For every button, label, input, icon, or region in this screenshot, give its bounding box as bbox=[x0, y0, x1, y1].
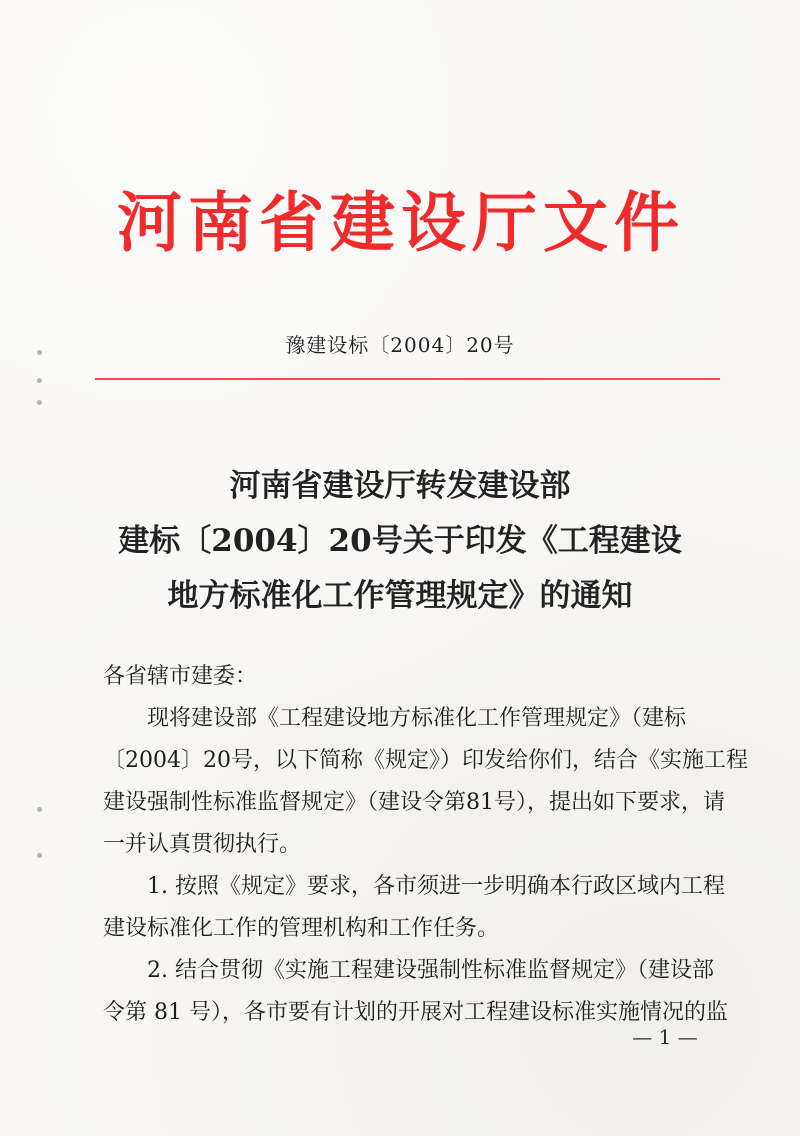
notice-title-line: 地方标准化工作管理规定》的通知 bbox=[167, 578, 633, 614]
binding-hole-middle bbox=[37, 400, 42, 405]
salutation: 各省辖市建委： bbox=[103, 664, 258, 689]
requirement-1: 1. 按照《规定》要求，各市须进一步明确本行政区域内工程 bbox=[147, 874, 725, 899]
requirement-2: 2. 结合贯彻《实施工程建设强制性标准监督规定》（建设部 bbox=[147, 958, 714, 983]
notice-title bbox=[60, 459, 740, 624]
body-line: 建设强制性标准监督规定》（建设令第81号），提出如下要求，请 bbox=[103, 790, 725, 815]
document-header: 河南省建设厅文件 bbox=[116, 185, 685, 261]
page-number: — 1 — bbox=[632, 1025, 698, 1049]
binding-hole-upper bbox=[37, 378, 42, 383]
header-divider bbox=[95, 378, 720, 380]
body-line: 〔2004〕20号，以下简称《规定》）印发给你们，结合《实施工程 bbox=[103, 748, 748, 773]
binding-hole-top bbox=[37, 350, 42, 355]
binding-hole-bottom bbox=[37, 853, 42, 858]
requirement-2-continuation: 令第 81 号），各市要有计划的开展对工程建设标准实施情况的监 bbox=[103, 1000, 728, 1025]
notice-body bbox=[103, 656, 748, 1034]
notice-title-line: 建标〔2004〕20号关于印发《工程建设 bbox=[118, 523, 682, 559]
binding-hole-lower bbox=[37, 807, 42, 812]
requirement-1-continuation: 建设标准化工作的管理机构和工作任务。 bbox=[103, 916, 500, 941]
document-number: 豫建设标〔2004〕20号 bbox=[285, 333, 515, 357]
body-line: 一并认真贯彻执行。 bbox=[103, 832, 302, 857]
notice-title-line: 河南省建设厅转发建设部 bbox=[229, 468, 571, 504]
body-line: 现将建设部《工程建设地方标准化工作管理规定》（建标 bbox=[147, 706, 687, 731]
